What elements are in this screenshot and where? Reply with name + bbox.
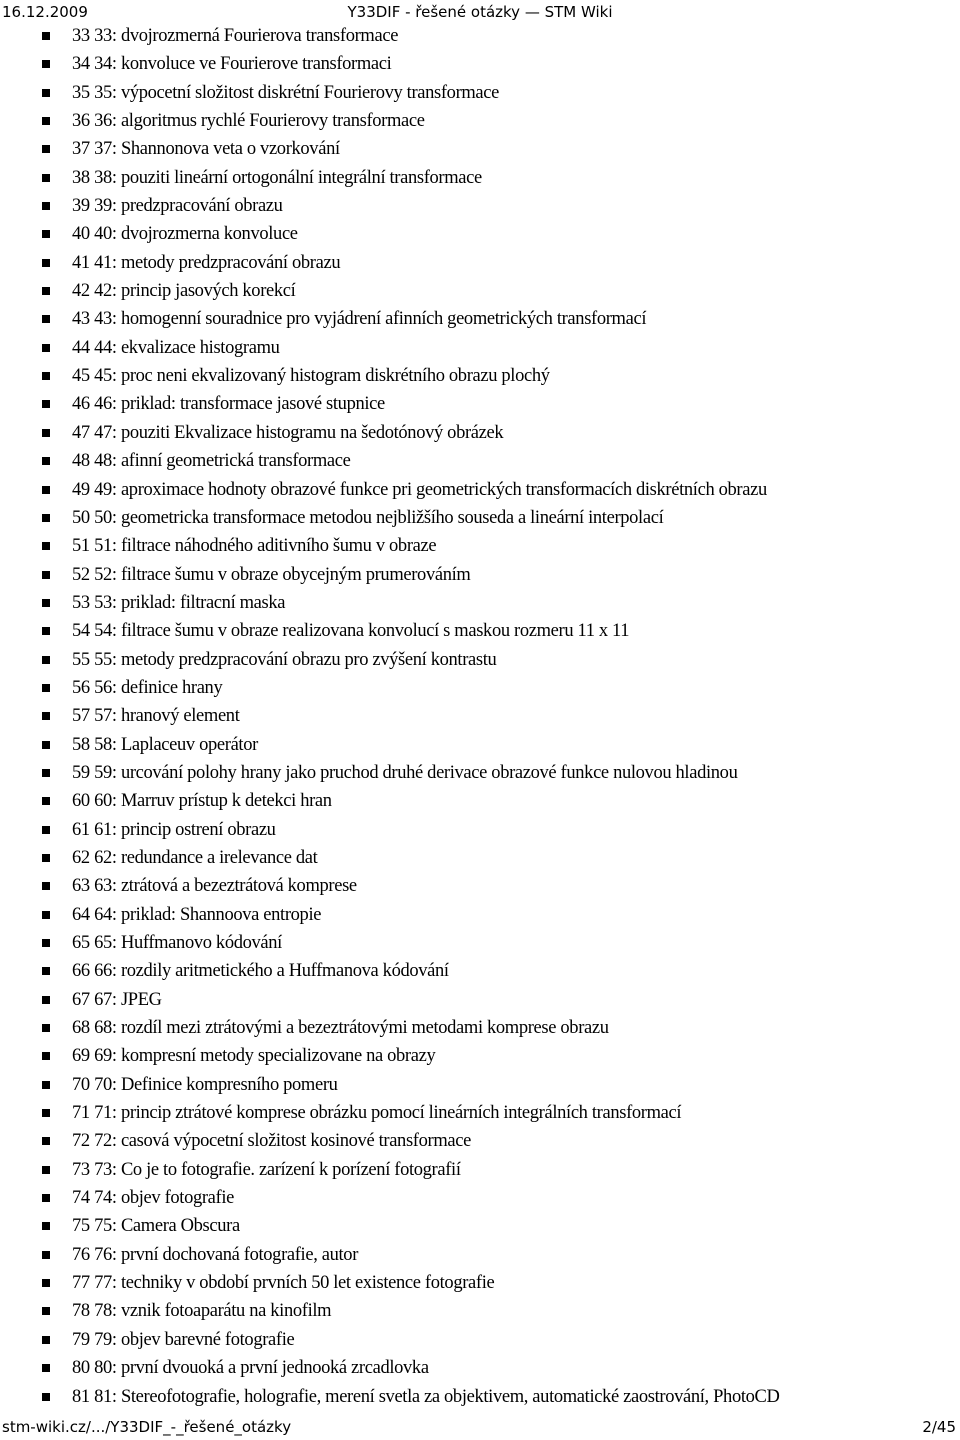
toc-item[interactable]	[0, 901, 960, 929]
toc-item[interactable]	[0, 164, 960, 192]
square-bullet-icon	[42, 542, 50, 550]
toc-item[interactable]	[0, 1241, 960, 1269]
square-bullet-icon	[42, 967, 50, 975]
toc-item[interactable]	[0, 135, 960, 163]
toc-link[interactable]: 64 64: priklad: Shannoova entropie	[72, 904, 322, 925]
square-bullet-icon	[42, 32, 50, 40]
toc-link[interactable]: 41 41: metody predzpracování obrazu	[72, 252, 341, 273]
toc-item[interactable]	[0, 674, 960, 702]
toc-item[interactable]	[0, 957, 960, 985]
toc-item[interactable]	[0, 50, 960, 78]
square-bullet-icon	[42, 1194, 50, 1202]
toc-item[interactable]	[0, 816, 960, 844]
toc-link[interactable]: 33 33: dvojrozmerná Fourierova transformace	[72, 26, 399, 46]
square-bullet-icon	[42, 882, 50, 890]
toc-item[interactable]	[0, 249, 960, 277]
toc-item[interactable]	[0, 844, 960, 872]
page-header	[0, 0, 960, 24]
square-bullet-icon	[42, 996, 50, 1004]
square-bullet-icon	[42, 259, 50, 267]
toc-item[interactable]	[0, 1099, 960, 1127]
toc-link[interactable]: 44 44: ekvalizace histogramu	[72, 337, 280, 358]
toc-item[interactable]	[0, 390, 960, 418]
toc-link[interactable]: 42 42: princip jasových korekcí	[72, 281, 296, 302]
toc-item[interactable]	[0, 1042, 960, 1070]
square-bullet-icon	[42, 939, 50, 947]
square-bullet-icon	[42, 457, 50, 465]
toc-item[interactable]	[0, 589, 960, 617]
toc-link[interactable]: 63 63: ztrátová a bezeztrátová komprese	[72, 876, 357, 897]
toc-link[interactable]: 65 65: Huffmanovo kódování	[72, 933, 282, 953]
toc-item[interactable]	[0, 305, 960, 333]
toc-link[interactable]: 60 60: Marruv prístup k detekci hran	[72, 791, 332, 812]
toc-link[interactable]: 59 59: urcování polohy hrany jako pruchod druhé derivace obrazové funkce nulovou hladinou	[72, 762, 738, 783]
toc-link[interactable]: 50 50: geometricka transformace metodou nejbližšího souseda a lineární interpolací	[72, 507, 664, 528]
toc-item[interactable]	[0, 192, 960, 220]
toc-link[interactable]: 77 77: techniky v období prvních 50 let existence fotografie	[72, 1273, 495, 1294]
toc-item[interactable]	[0, 1297, 960, 1325]
square-bullet-icon	[42, 712, 50, 720]
toc-link[interactable]: 35 35: výpocetní složitost diskrétní Fourierovy transformace	[72, 82, 500, 103]
toc-link[interactable]: 55 55: metody predzpracování obrazu pro zvýšení kontrastu	[72, 649, 497, 670]
page-title: Y33DIF - řešené otázky — STM Wiki	[347, 3, 613, 21]
page-number: 2/45	[922, 1418, 956, 1436]
square-bullet-icon	[42, 372, 50, 380]
toc-link[interactable]: 62 62: redundance a irelevance dat	[72, 847, 318, 868]
toc-item[interactable]	[0, 220, 960, 248]
toc-item[interactable]	[0, 447, 960, 475]
toc-link[interactable]: 69 69: kompresní metody specializovane na obrazy	[72, 1046, 436, 1067]
toc-item[interactable]	[0, 532, 960, 560]
square-bullet-icon	[42, 1251, 50, 1259]
square-bullet-icon	[42, 344, 50, 352]
toc-link[interactable]: 54 54: filtrace šumu v obraze realizovana konvolucí s maskou rozmeru 11 x 11	[72, 621, 630, 642]
toc-item[interactable]	[0, 731, 960, 759]
toc-item[interactable]	[0, 986, 960, 1014]
toc-link[interactable]: 40 40: dvojrozmerna konvoluce	[72, 224, 298, 245]
toc-link[interactable]: 58 58: Laplaceuv operátor	[72, 734, 258, 755]
square-bullet-icon	[42, 60, 50, 68]
square-bullet-icon	[42, 599, 50, 607]
square-bullet-icon	[42, 1364, 50, 1372]
toc-item[interactable]	[0, 1127, 960, 1155]
toc-link[interactable]: 57 57: hranový element	[72, 706, 240, 727]
square-bullet-icon	[42, 911, 50, 919]
toc-link[interactable]: 74 74: objev fotografie	[72, 1188, 235, 1209]
square-bullet-icon	[42, 1393, 50, 1401]
square-bullet-icon	[42, 89, 50, 97]
square-bullet-icon	[42, 1166, 50, 1174]
square-bullet-icon	[42, 769, 50, 777]
square-bullet-icon	[42, 1081, 50, 1089]
toc-link[interactable]: 47 47: pouziti Ekvalizace histogramu na šedotónový obrázek	[72, 422, 504, 443]
square-bullet-icon	[42, 1307, 50, 1315]
toc-item[interactable]	[0, 1184, 960, 1212]
toc-link[interactable]: 67 67: JPEG	[72, 989, 162, 1010]
toc-item[interactable]	[0, 1354, 960, 1382]
toc-link[interactable]: 45 45: proc neni ekvalizovaný histogram diskrétního obrazu plochý	[72, 366, 550, 387]
square-bullet-icon	[42, 230, 50, 238]
toc-item[interactable]	[0, 787, 960, 815]
toc-item[interactable]	[0, 1212, 960, 1240]
toc-link[interactable]: 38 38: pouziti lineární ortogonální integrální transformace	[72, 167, 482, 188]
square-bullet-icon	[42, 627, 50, 635]
toc-item[interactable]	[0, 419, 960, 447]
square-bullet-icon	[42, 797, 50, 805]
toc-link[interactable]: 46 46: priklad: transformace jasové stupnice	[72, 394, 385, 415]
toc-link[interactable]: 61 61: princip ostrení obrazu	[72, 819, 276, 840]
toc-item[interactable]	[0, 22, 960, 50]
toc-item[interactable]	[0, 79, 960, 107]
toc-link[interactable]: 70 70: Definice kompresního pomeru	[72, 1074, 338, 1095]
toc-item[interactable]	[0, 646, 960, 674]
square-bullet-icon	[42, 1279, 50, 1287]
square-bullet-icon	[42, 514, 50, 522]
square-bullet-icon	[42, 1024, 50, 1032]
toc-link[interactable]: 75 75: Camera Obscura	[72, 1216, 240, 1237]
toc-link[interactable]: 72 72: casová výpocetní složitost kosinové transformace	[72, 1131, 471, 1152]
toc-link[interactable]: 39 39: predzpracování obrazu	[72, 196, 283, 217]
toc-item[interactable]	[0, 872, 960, 900]
square-bullet-icon	[42, 287, 50, 295]
toc-link[interactable]: 36 36: algoritmus rychlé Fourierovy transformace	[72, 111, 425, 132]
toc-item[interactable]	[0, 1383, 960, 1411]
toc-link[interactable]: 76 76: první dochovaná fotografie, autor	[72, 1244, 359, 1265]
toc-item[interactable]	[0, 107, 960, 135]
toc-link[interactable]: 49 49: aproximace hodnoty obrazové funkce pri geometrických transformacích diskrétních obrazu	[72, 479, 767, 500]
toc-item[interactable]	[0, 1326, 960, 1354]
toc-link[interactable]: 78 78: vznik fotoaparátu na kinofilm	[72, 1301, 332, 1322]
page-url: stm-wiki.cz/.../Y33DIF_-_řešené_otázky	[2, 1418, 292, 1436]
page-footer	[0, 1415, 960, 1439]
square-bullet-icon	[42, 684, 50, 692]
toc-item[interactable]	[0, 1156, 960, 1184]
square-bullet-icon	[42, 1109, 50, 1117]
toc-item[interactable]	[0, 362, 960, 390]
toc-link[interactable]: 73 73: Co je to fotografie. zarízení k porízení fotografií	[72, 1159, 461, 1180]
toc-item[interactable]	[0, 1014, 960, 1042]
square-bullet-icon	[42, 656, 50, 664]
toc-item[interactable]	[0, 334, 960, 362]
square-bullet-icon	[42, 1052, 50, 1060]
toc-link[interactable]: 53 53: priklad: filtracní maska	[72, 592, 286, 613]
toc-item[interactable]	[0, 702, 960, 730]
toc-link[interactable]: 34 34: konvoluce ve Fourierove transformaci	[72, 54, 392, 75]
toc-item[interactable]	[0, 561, 960, 589]
square-bullet-icon	[42, 571, 50, 579]
toc-link[interactable]: 56 56: definice hrany	[72, 677, 223, 698]
toc-link[interactable]: 37 37: Shannonova veta o vzorkování	[72, 139, 340, 160]
toc-item[interactable]	[0, 617, 960, 645]
toc-link[interactable]: 48 48: afinní geometrická transformace	[72, 451, 351, 472]
toc-link[interactable]: 43 43: homogenní souradnice pro vyjádrení afinních geometrických transformací	[72, 309, 647, 330]
toc-item[interactable]	[0, 1269, 960, 1297]
toc-item[interactable]	[0, 929, 960, 957]
toc-link[interactable]: 68 68: rozdíl mezi ztrátovými a bezeztrátovými metodami komprese obrazu	[72, 1018, 609, 1039]
square-bullet-icon	[42, 826, 50, 834]
square-bullet-icon	[42, 202, 50, 210]
toc-link[interactable]: 80 80: první dvouoká a první jednooká zrcadlovka	[72, 1358, 429, 1379]
toc-link[interactable]: 71 71: princip ztrátové komprese obrázku pomocí lineárních integrálních transformací	[72, 1103, 682, 1124]
toc-link[interactable]: 66 66: rozdily aritmetického a Huffmanova kódování	[72, 961, 449, 982]
square-bullet-icon	[42, 1137, 50, 1145]
toc-link[interactable]: 81 81: Stereofotografie, holografie, merení svetla za objektivem, automatické zaostrování, PhotoCD	[72, 1386, 780, 1407]
square-bullet-icon	[42, 429, 50, 437]
square-bullet-icon	[42, 1222, 50, 1230]
square-bullet-icon	[42, 117, 50, 125]
toc-link[interactable]: 51 51: filtrace náhodného aditivního šumu v obraze	[72, 536, 437, 557]
print-date: 16.12.2009	[2, 3, 88, 21]
toc-item[interactable]	[0, 1071, 960, 1099]
square-bullet-icon	[42, 145, 50, 153]
square-bullet-icon	[42, 315, 50, 323]
toc-item[interactable]	[0, 277, 960, 305]
square-bullet-icon	[42, 1336, 50, 1344]
toc-item[interactable]	[0, 476, 960, 504]
square-bullet-icon	[42, 174, 50, 182]
square-bullet-icon	[42, 486, 50, 494]
toc-link[interactable]: 52 52: filtrace šumu v obraze obycejným prumerováním	[72, 564, 471, 585]
square-bullet-icon	[42, 854, 50, 862]
square-bullet-icon	[42, 400, 50, 408]
square-bullet-icon	[42, 741, 50, 749]
toc-item[interactable]	[0, 504, 960, 532]
table-of-contents	[0, 22, 960, 1411]
toc-item[interactable]	[0, 759, 960, 787]
toc-link[interactable]: 79 79: objev barevné fotografie	[72, 1329, 295, 1350]
